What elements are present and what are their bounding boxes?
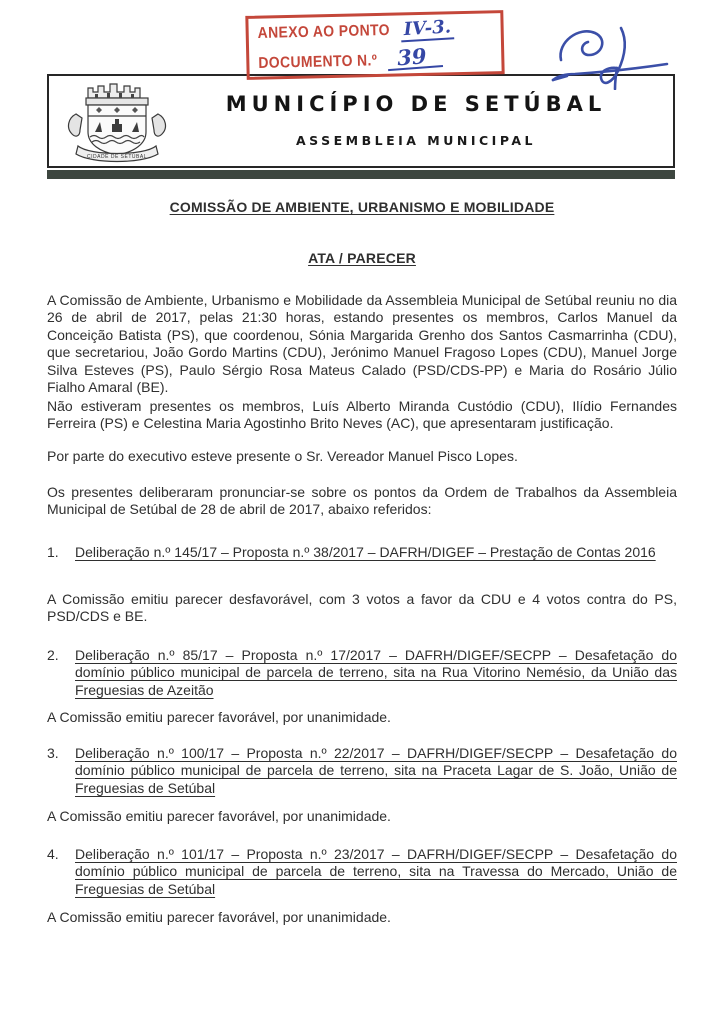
assembly-subtitle: ASSEMBLEIA MUNICIPAL [296, 133, 536, 148]
paragraph-absences: Não estiveram presentes os membros, Luís Alberto Miranda Custódio (CDU), Ilídio Fernandes Ferreira (PS) e Celestina Maria Agostinho Brito Neves (AC), que apresentaram justificação. [47, 398, 677, 432]
municipality-title: MUNICÍPIO DE SETÚBAL [225, 92, 607, 116]
commission-title: COMISSÃO DE AMBIENTE, URBANISMO E MOBILIDADE [169, 199, 555, 215]
annex-stamp [245, 10, 504, 80]
deliberation-title: Deliberação n.º 101/17 – Proposta n.º 23/2017 – DAFRH/DIGEF/SECPP – Desafetação do domínio público municipal de parcela de terreno, sita na Travessa do Mercado, União de Freguesias de Setúbal [75, 846, 677, 897]
stamp-annex-handwritten-value: IV-3. [400, 16, 455, 42]
paragraph-executive: Por parte do executivo esteve presente o Sr. Vereador Manuel Pisco Lopes. [47, 448, 518, 464]
paragraph-agenda-intro: Os presentes deliberaram pronunciar-se sobre os pontos da Ordem de Trabalhos da Assembleia Municipal de Setúbal de 28 de abril de 2017, abaixo referidos: [47, 484, 677, 518]
deliberation-result: A Comissão emitiu parecer favorável, por unanimidade. [47, 709, 391, 725]
list-item [47, 745, 677, 797]
deliberation-title: Deliberação n.º 100/17 – Proposta n.º 22/2017 – DAFRH/DIGEF/SECPP – Desafetação do domínio público municipal de parcela de terreno, sita na Praceta Lagar de S. João, União de Freguesias de Setúbal [75, 745, 677, 796]
setubal-coat-of-arms-icon [62, 80, 172, 168]
list-item [47, 544, 677, 561]
signature-scribble-icon [545, 14, 685, 90]
item-number: 1. [47, 544, 59, 560]
crest-banner-text: CIDADE DE SETÚBAL [87, 154, 147, 160]
stamp-annex-label: ANEXO AO PONTO [257, 22, 391, 43]
list-item [47, 846, 677, 898]
deliberation-title: Deliberação n.º 145/17 – Proposta n.º 38/2017 – DAFRH/DIGEF – Prestação de Contas 2016 [75, 544, 656, 560]
header-divider-bar [47, 170, 675, 179]
item-number: 4. [47, 846, 59, 862]
stamp-document-label: DOCUMENTO N.º [258, 52, 378, 73]
item-number: 3. [47, 745, 59, 761]
deliberation-title: Deliberação n.º 85/17 – Proposta n.º 17/2017 – DAFRH/DIGEF/SECPP – Desafetação do domínio público municipal de parcela de terreno, sita na Rua Vitorino Nemésio, da União das Freguesias de Azeitão [75, 647, 677, 698]
item-number: 2. [47, 647, 59, 663]
document-subtitle: ATA / PARECER [308, 250, 416, 266]
deliberation-result: A Comissão emitiu parecer desfavorável, com 3 votos a favor da CDU e 4 votos contra do PS, PSD/CDS e BE. [47, 591, 677, 625]
deliberation-result: A Comissão emitiu parecer favorável, por unanimidade. [47, 909, 391, 925]
deliberation-result: A Comissão emitiu parecer favorável, por unanimidade. [47, 808, 391, 824]
paragraph-attendance: A Comissão de Ambiente, Urbanismo e Mobilidade da Assembleia Municipal de Setúbal reuniu no dia 26 de abril de 2017, pelas 21:30 horas, estando presentes os membros, Carlos Manuel da Conceição Batista (PS), que coordenou, Sónia Margarida Grenho dos Santos Casmarrinha (CDU), que secretariou, João Gordo Martins (CDU), Jerónimo Manuel Fragoso Lopes (CDU), Manuel Jorge Silva Esteves (PS), Paulo Sérgio Rosa Mateus Calado (PSD/CDS-PP) e Maria do Rosário Júlio Fialho Amaral (BE). [47, 292, 677, 396]
list-item [47, 647, 677, 699]
stamp-document-handwritten-value: 39 [386, 45, 443, 71]
